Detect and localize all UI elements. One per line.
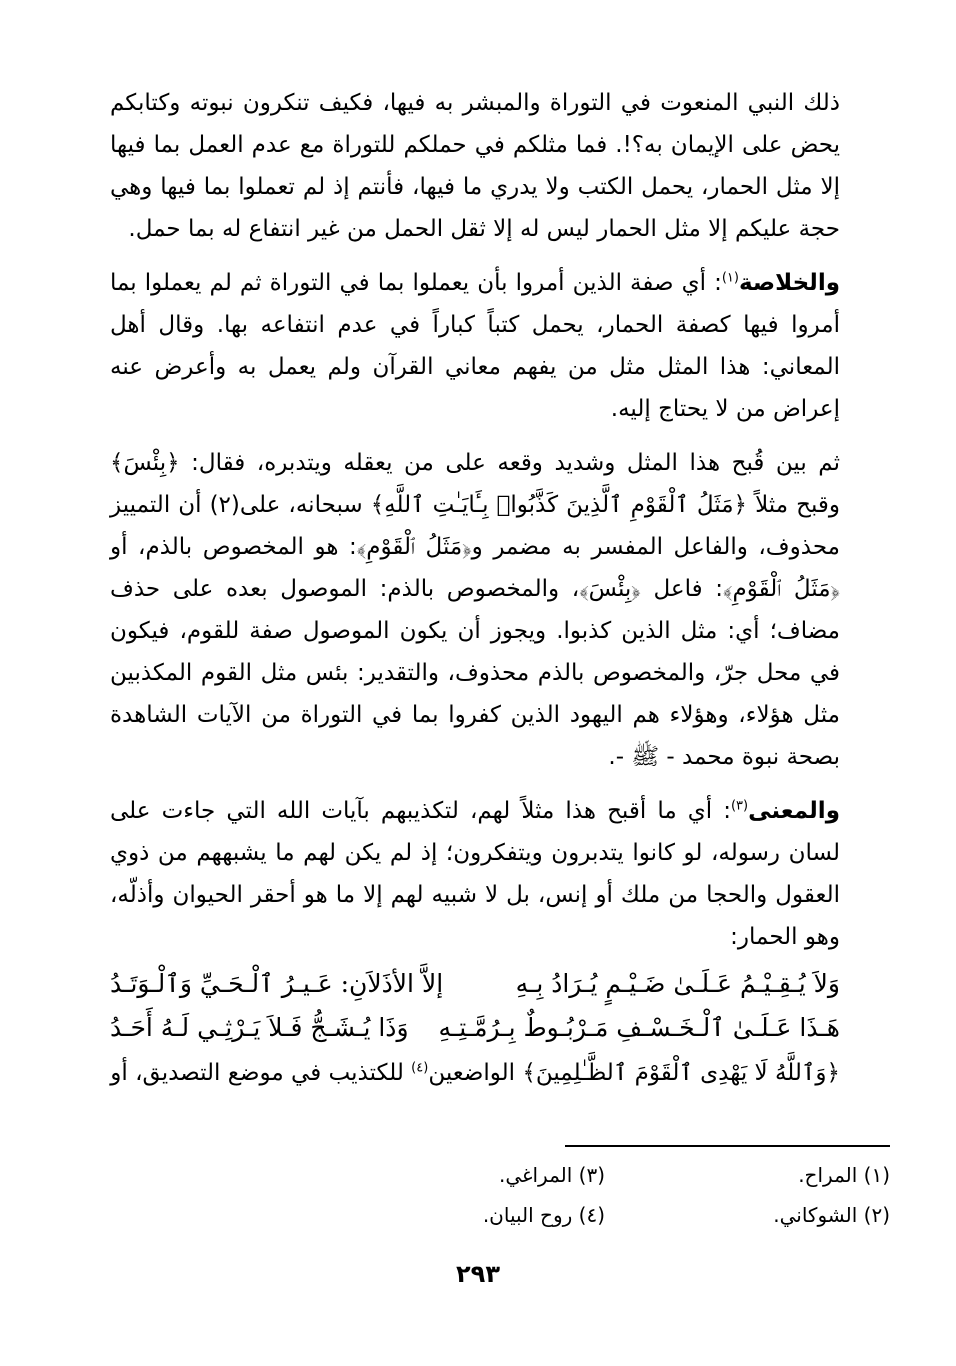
verse-second-hemistich: وَذَا يُـشَـجُّ فَـلاَ يَـرْثِـي لَـهُ أَحَـدُ <box>110 1013 409 1042</box>
paragraph-closing <box>110 1052 840 1094</box>
paragraph-explanation <box>110 442 840 778</box>
paragraph-meaning <box>110 790 840 958</box>
page-body <box>110 82 840 1106</box>
footnote-item: (٢) الشوكاني. <box>773 1203 890 1227</box>
footnote-marker: (٤) <box>411 1060 429 1076</box>
footnote-marker: (١) <box>721 270 739 286</box>
page-number: ٢٩٣ <box>456 1260 500 1288</box>
footnote-item: (٤) روح البيان. <box>482 1203 605 1227</box>
paragraph-text: ﴿وَٱللَّهُ لَا يَهْدِى ٱلْقَوْمَ ٱلظَّـٰلِمِينَ﴾ الواضعين <box>428 1060 840 1086</box>
footnote-divider <box>565 1145 890 1147</box>
paragraph-text: : أي ما أقبح هذا مثلاً لهم، لتكذيبهم بآيات الله التي جاءت على لسان رسوله، لو كانوا يتدبرون ويتفكرون؛ إذ لم يكن لهم ما يشبههم من ذوي العقول والحجا من ملك أو إنس، بل لا شبيه لهم إلا ما هو أحقر الحيوان وأذلّه، وهو الحمار: <box>110 798 840 950</box>
paragraph-intro <box>110 82 840 250</box>
paragraph-text: : أي صفة الذين أمروا بأن يعملوا بما في التوراة ثم لم يعملوا بما أمروا فيها كصفة الحمار، يحمل كتباً كباراً في عدم انتفاعه بها. وقال أهل المعاني: هذا المثل مثل من يفهم معاني القرآن ولم يعمل به وأعرض عنه إعراض من لا يحتاج إليه. <box>110 270 840 422</box>
footnote-item: (٣) المراغي. <box>498 1163 605 1187</box>
footnotes <box>320 1160 890 1230</box>
paragraph-summary <box>110 262 840 430</box>
footnote-item: (١) المراح. <box>798 1163 890 1187</box>
paragraph-lead-word: والخلاصة <box>738 270 840 296</box>
verse-second-hemistich: إلاَّ الأذَلاَنِ: عَـيـرُ ٱلْـحَـيِّ وَٱلْـوَتَـدُ <box>110 969 444 998</box>
footnote-marker: (٣) <box>730 798 749 814</box>
poem-verse <box>110 1006 840 1050</box>
paragraph-text: ثم بين قُبح هذا المثل وشديد وقعه على من يعقله ويتدبره، فقال: ﴿بِئْسَ﴾ وقبح مثلاً ﴿مَثَلُ ٱلْقَوْمِ ٱلَّذِينَ كَذَّبُوا۟ بِـَٔايَـٰتِ ٱللَّهِ﴾ سبحانه، على(٢) أن التمييز محذوف، والفاعل المفسر به مضمر و﴿مَثَلُ ٱلْقَوْمِ﴾: هو المخصوص بالذم، أو ﴿مَثَلُ ٱلْقَوْمِ﴾: فاعل ﴿بِئْسَ﴾، والمخصوص بالذم: الموصول بعده على حذف مضاف؛ أي: مثل الذين كذبوا. ويجوز أن يكون الموصول صفة للقوم، فيكون في محل جرّ، والمخصوص بالذم محذوف، والتقدير: بئس مثل القوم المكذبين مثل هؤلاء، وهؤلاء هم اليهود الذين كفروا بما في التوراة من الآيات الشاهدة بصحة نبوة محمد - ﷺ -. <box>110 450 840 770</box>
paragraph-text: للكتذيب في موضع التصديق، أو <box>110 1060 412 1086</box>
paragraph-lead-word: والمعنى <box>748 798 840 824</box>
poem-verse <box>110 962 840 1006</box>
verse-first-hemistich: هَـذَا عَـلَـىٰ ٱلْـخَـسْـفِ مَـرْبُـوطٌ بِـرُمَّـتِـهِ <box>438 1013 840 1042</box>
paragraph-text: ذلك النبي المنعوت في التوراة والمبشر به فيها، فكيف تنكرون نبوته وكتابكم يحض على الإيمان به؟!. فما مثلكم في حملكم للتوراة مع عدم العمل بما فيها إلا مثل الحمار، يحمل الكتب ولا يدري ما فيها، فأنتم إذ لم تعملوا بما فيها وهي حجة عليكم إلا مثل الحمار ليس له إلا ثقل الحمل من غير انتفاع له بما حمل. <box>110 90 840 242</box>
verse-first-hemistich: وَلاَ يُـقِـيْـمُ عَـلَـىٰ ضَـيْـمٍ يُـرَادُ بِـهِ <box>515 969 840 998</box>
